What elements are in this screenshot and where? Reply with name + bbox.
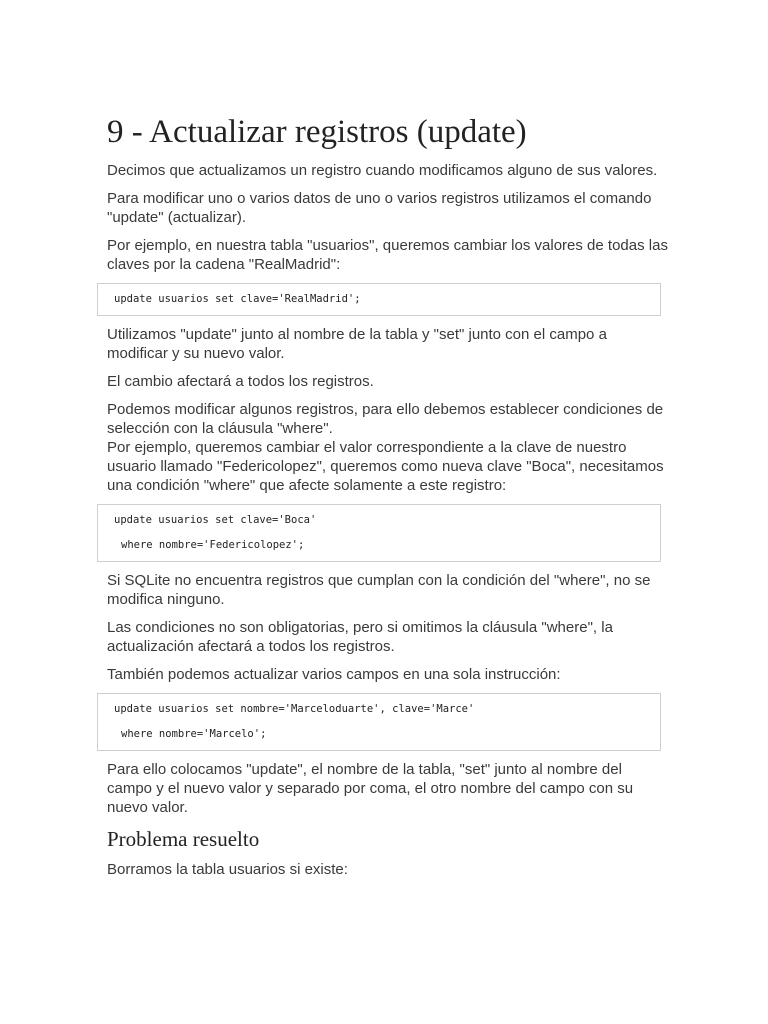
code-line: where nombre='Marcelo';	[121, 728, 267, 740]
paragraph-example-2: Por ejemplo, queremos cambiar el valor correspondiente a la clave de nuestro usuario llamado "Federicolopez", queremos como nueva clave "Boca", necesitamos una condición "where" que afecte solamente a este registro:	[107, 439, 664, 494]
paragraph-explain-update: Utilizamos "update" junto al nombre de la tabla y "set" junto con el campo a modificar y su nuevo valor.	[107, 326, 607, 362]
paragraph-intro: Decimos que actualizamos un registro cuando modificamos alguno de sus valores.	[107, 162, 658, 179]
paragraph-multiple-fields: También podemos actualizar varios campos en una sola instrucción:	[107, 666, 561, 683]
code-line: update usuarios set clave='RealMadrid';	[114, 293, 361, 305]
code-block-2	[97, 504, 661, 562]
paragraph-drop-table: Borramos la tabla usuarios si existe:	[107, 861, 348, 878]
paragraph-no-match: Si SQLite no encuentra registros que cumplan con la condición del "where", no se modifica ninguno.	[107, 572, 651, 608]
paragraph-modify: Para modificar uno o varios datos de uno o varios registros utilizamos el comando "update" (actualizar).	[107, 190, 652, 226]
code-block-1	[97, 283, 661, 316]
paragraph-where-intro: Podemos modificar algunos registros, para ello debemos establecer condiciones de selección con la cláusula "where".	[107, 401, 664, 437]
code-line: where nombre='Federicolopez';	[121, 539, 305, 551]
section-heading: Problema resuelto	[107, 827, 260, 851]
paragraph-affects-all: El cambio afectará a todos los registros.	[107, 373, 374, 390]
page-title: 9 - Actualizar registros (update)	[107, 114, 527, 150]
code-line: update usuarios set clave='Boca'	[114, 514, 317, 526]
code-line: update usuarios set nombre='Marceloduarte', clave='Marce'	[114, 703, 475, 715]
document-page	[107, 112, 671, 888]
paragraph-example-1: Por ejemplo, en nuestra tabla "usuarios", queremos cambiar los valores de todas las claves por la cadena "RealMadrid":	[107, 237, 668, 273]
paragraph-optional-where: Las condiciones no son obligatorias, pero si omitimos la cláusula "where", la actualización afectará a todos los registros.	[107, 619, 613, 655]
paragraph-explain-multiple: Para ello colocamos "update", el nombre de la tabla, "set" junto al nombre del campo y el nuevo valor y separado por coma, el otro nombre del campo con su nuevo valor.	[107, 761, 634, 816]
code-block-3	[97, 693, 661, 751]
